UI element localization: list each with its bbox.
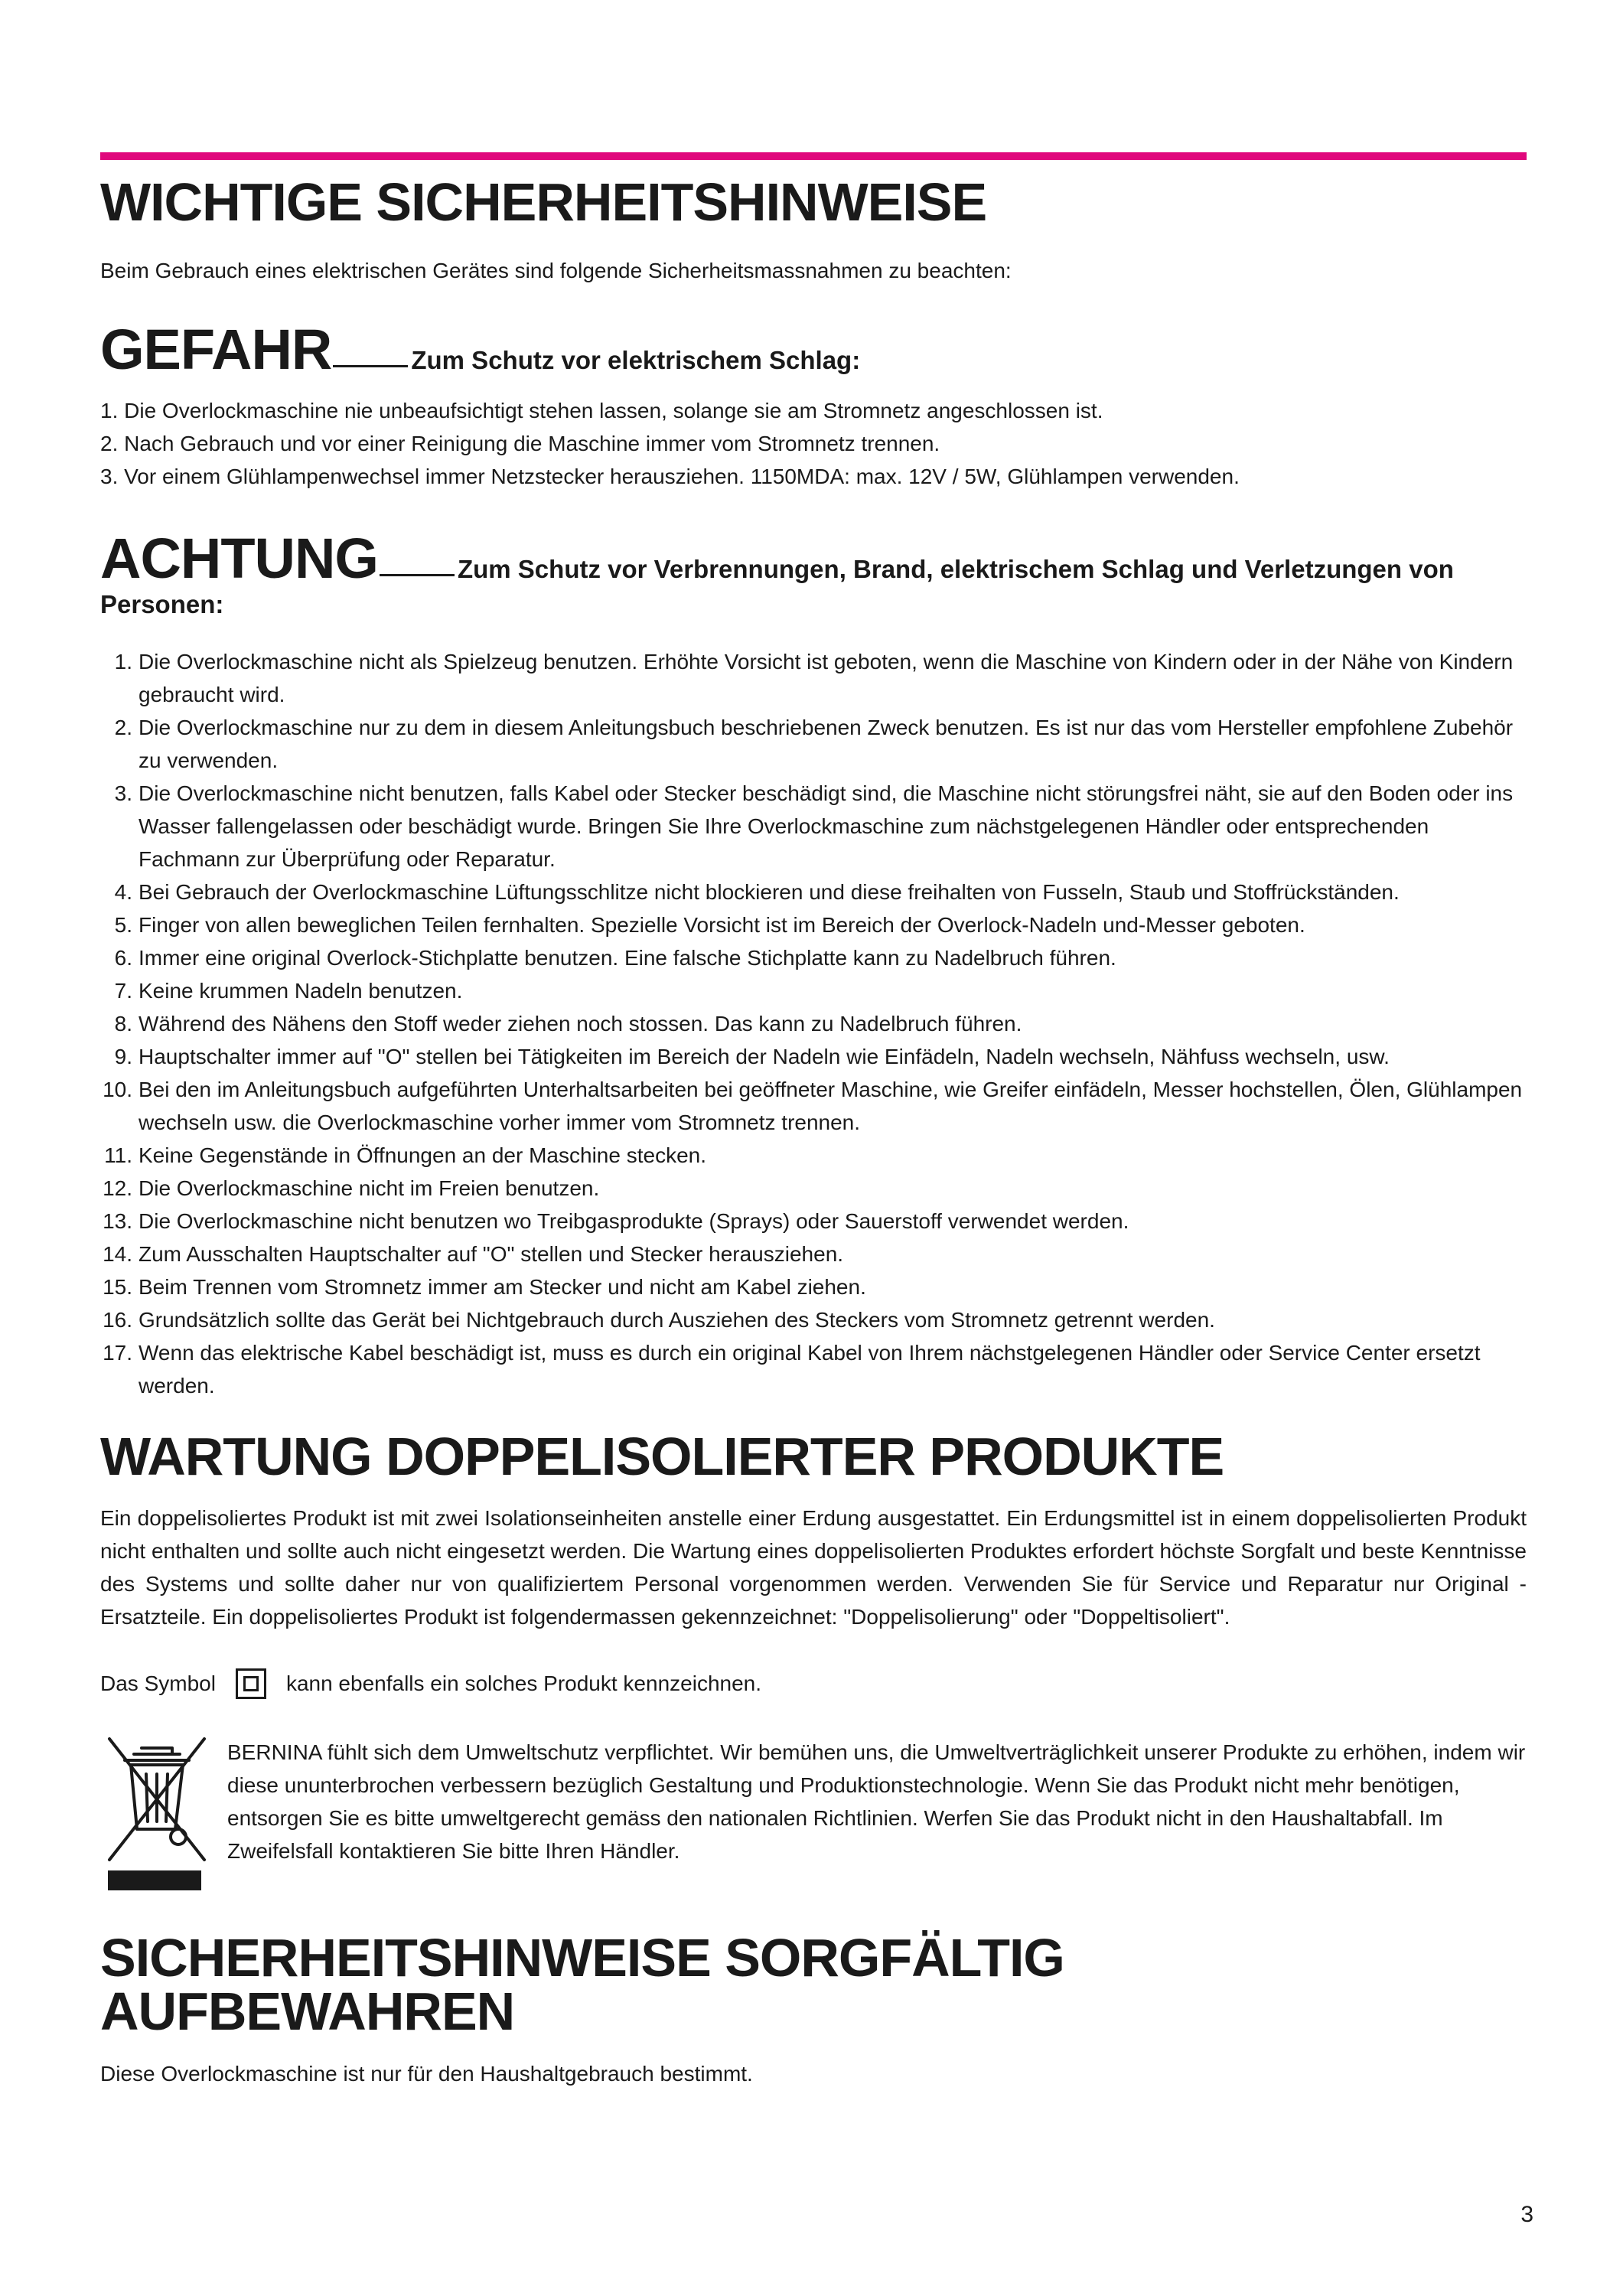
achtung-list [100,645,1527,1402]
section-title-aufbewahren [100,1928,1064,2041]
item-text: Immer eine original Overlock-Stichplatte benutzen. Eine falsche Stichplatte kann zu Nadelbruch führen. [139,946,1116,970]
gefahr-item: 1. Die Overlockmaschine nie unbeaufsichtigt stehen lassen, solange sie am Stromnetz angeschlossen ist. [100,399,1103,422]
achtung-item [100,1238,1527,1270]
achtung-item [100,1336,1527,1402]
achtung-item [100,1172,1527,1205]
item-number: 14. [103,1242,132,1266]
heading-rule [333,365,408,367]
item-number: 1. [114,650,132,673]
item-number: 12. [103,1176,132,1200]
item-number: 5. [114,913,132,937]
item-text: Beim Trennen vom Stromnetz immer am Stecker und nicht am Kabel ziehen. [139,1275,866,1299]
item-text: Bei den im Anleitungsbuch aufgeführten Unterhaltsarbeiten bei geöffneter Maschine, wie Greifer einfädeln, Messer hochstellen, Ölen, Glühlampen wechseln usw. die Overlockmaschine vorher immer vom Stromnetz trennen. [139,1078,1523,1134]
gefahr-word: GEFAHR [100,318,332,381]
achtung-item [100,908,1527,941]
achtung-subtitle: Zum Schutz vor Verbrennungen, Brand, elektrischem Schlag und Verletzungen von [457,555,1454,583]
page-number: 3 [1520,2202,1533,2227]
symbol-after-text: kann ebenfalls ein solches Produkt kennzeichnen. [285,1671,762,1695]
title-line-1: SICHERHEITSHINWEISE SORGFÄLTIG [100,1928,1064,1988]
item-number: 9. [114,1045,132,1068]
achtung-item [100,777,1527,876]
item-text: Wenn das elektrische Kabel beschädigt ist, muss es durch ein original Kabel von Ihrem nächstgelegenen Händler oder Service Center ersetzt werden. [139,1341,1481,1397]
item-text: Keine Gegenstände in Öffnungen an der Maschine stecken. [139,1143,706,1167]
item-number: 8. [114,1012,132,1035]
symbol-line [100,1667,761,1700]
achtung-item [100,1073,1527,1139]
achtung-item [100,1007,1527,1040]
item-text: Zum Ausschalten Hauptschalter auf "O" stellen und Stecker herausziehen. [139,1242,844,1266]
item-number: 17. [103,1341,132,1365]
achtung-item [100,1040,1527,1073]
gefahr-subtitle: Zum Schutz vor elektrischem Schlag: [411,346,861,374]
household-use-text: Diese Overlockmaschine ist nur für den Haushaltgebrauch bestimmt. [100,2062,753,2086]
item-number: 2. [114,716,132,739]
item-text: Die Overlockmaschine nicht im Freien benutzen. [139,1176,600,1200]
item-text: Keine krummen Nadeln benutzen. [139,979,463,1003]
item-number: 4. [114,880,132,904]
achtung-subtitle-cont: Personen: [100,590,224,618]
item-number: 3. [114,781,132,805]
item-text: Hauptschalter immer auf "O" stellen bei Tätigkeiten im Bereich der Nadeln wie Einfädeln, Nadeln wechseln, Nähfuss wechseln, usw. [139,1045,1390,1068]
item-number: 15. [103,1275,132,1299]
symbol-before-text: Das Symbol [100,1671,216,1695]
item-text: Die Overlockmaschine nicht benutzen wo Treibgasprodukte (Sprays) oder Sauerstoff verwendet werden. [139,1209,1129,1233]
item-text: Während des Nähens den Stoff weder ziehen noch stossen. Das kann zu Nadelbruch führen. [139,1012,1022,1035]
achtung-item [100,876,1527,908]
gefahr-list [100,394,1527,493]
crossed-out-wheelie-bin-icon [103,1731,210,1892]
item-text: Finger von allen beweglichen Teilen fernhalten. Spezielle Vorsicht ist im Bereich der Overlock-Nadeln und-Messer geboten. [139,913,1305,937]
achtung-item [100,1270,1527,1303]
item-text: Die Overlockmaschine nicht benutzen, falls Kabel oder Stecker beschädigt sind, die Maschine nicht störungsfrei näht, sie auf den Boden oder ins Wasser fallengelassen oder beschädigt wurde. Bringen Sie Ihre Overlockmaschine zum nächstgelegenen Händler oder entsprechenden Fachmann zur Überprüfung oder Reparatur. [139,781,1514,871]
achtung-item [100,1303,1527,1336]
item-number: 6. [114,946,132,970]
accent-bar [100,152,1527,160]
achtung-item [100,1205,1527,1238]
achtung-item [100,941,1527,974]
gefahr-heading [100,318,861,381]
section-title-safety: WICHTIGE SICHERHEITSHINWEISE [100,172,987,232]
item-number: 13. [103,1209,132,1233]
item-text: Die Overlockmaschine nicht als Spielzeug benutzen. Erhöhte Vorsicht ist geboten, wenn die Maschine von Kindern oder in der Nähe von Kindern gebraucht wird. [139,650,1514,706]
achtung-item [100,974,1527,1007]
achtung-item [100,645,1527,711]
achtung-word: ACHTUNG [100,527,378,590]
achtung-item [100,711,1527,777]
intro-text: Beim Gebrauch eines elektrischen Gerätes sind folgende Sicherheitsmassnahmen zu beachten: [100,259,1012,282]
item-text: Bei Gebrauch der Overlockmaschine Lüftungsschlitze nicht blockieren und diese freihalten von Fusseln, Staub und Stoffrückständen. [139,880,1400,904]
item-text: Die Overlockmaschine nur zu dem in diesem Anleitungsbuch beschriebenen Zweck benutzen. Es ist nur das vom Hersteller empfohlene Zubehör zu verwenden. [139,716,1514,772]
item-text: Grundsätzlich sollte das Gerät bei Nichtgebrauch durch Ausziehen des Steckers vom Stromnetz getrennt werden. [139,1308,1215,1332]
environment-text: BERNINA fühlt sich dem Umweltschutz verpflichtet. Wir bemühen uns, die Umweltverträglichkeit unserer Produkte zu erhöhen, indem wir diese ununterbrochen verbessern bezüglich Gestaltung und Produktionstechnologie. Wenn Sie das Produkt nicht mehr benötigen, entsorgen Sie es bitte umweltgerecht gemäss den nationalen Richtlinien. Werfen Sie das Produkt nicht in den Haushaltabfall. Im Zweifelsfall kontaktieren Sie bitte Ihren Händler. [227,1740,1526,1863]
item-number: 11. [104,1143,132,1167]
achtung-item [100,1139,1527,1172]
wartung-body: Ein doppelisoliertes Produkt ist mit zwei Isolationseinheiten anstelle einer Erdung ausgestattet. Ein Erdungsmittel ist in einem doppelisolierten Produkt nicht enthalten und sollte auch nicht eingesetzt werden. Die Wartung eines doppelisolierten Produktes erfordert höchste Sorgfalt und beste Kenntnisse des Systems und sollte daher nur von qualifiziertem Personal vorgenommen werden. Verwenden Sie für Service und Reparatur nur Original - Ersatzteile. Ein doppelisoliertes Produkt ist folgendermassen gekennzeichnet: "Doppelisolierung" oder "Doppeltisoliert". [100,1506,1527,1629]
item-number: 7. [114,979,132,1003]
achtung-heading [100,527,1527,619]
item-number: 10. [103,1078,132,1101]
gefahr-item: 2. Nach Gebrauch und vor einer Reinigung die Maschine immer vom Stromnetz trennen. [100,432,940,455]
section-title-wartung: WARTUNG DOPPELISOLIERTER PRODUKTE [100,1427,1224,1486]
gefahr-item: 3. Vor einem Glühlampenwechsel immer Netzstecker herausziehen. 1150MDA: max. 12V / 5W, Glühlampen verwenden. [100,465,1240,488]
double-insulation-icon [236,1668,266,1699]
item-number: 16. [103,1308,132,1332]
heading-rule [380,574,455,576]
title-line-2: AUFBEWAHREN [100,1981,515,2041]
